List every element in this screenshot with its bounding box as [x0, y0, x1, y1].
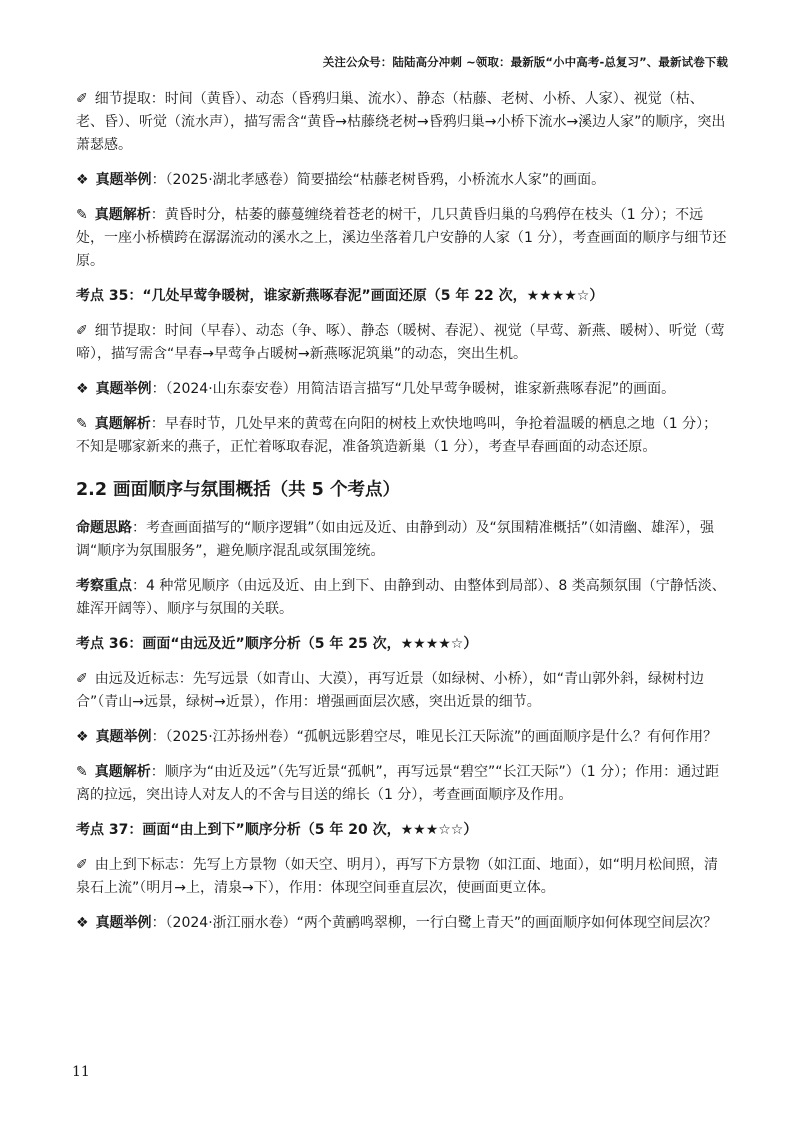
section-heading: 2.2 画面顺序与氛围概括（共 5 个考点） — [76, 480, 400, 500]
paragraph-example_34 — [76, 169, 728, 192]
paragraph-label: 真题解析 — [94, 207, 151, 223]
paragraph-text: ：考查画面描写的“顺序逻辑”（如由远及近、由静到动）及“氛围精准概括”（如清幽、雄浑），强调“顺序为氛围服务”，避免顺序混乱或氛围笼统。 — [76, 520, 715, 559]
paragraph-idea — [76, 517, 728, 563]
pencil-icon: ✐ — [76, 323, 88, 339]
kaodian-heading: 考点 36：画面“由远及近”顺序分析（5 年 25 次，★★★★☆） — [76, 636, 478, 652]
paragraph-text: 由上到下标志：先写上方景物（如天空、明月），再写下方景物（如江面、地面），如“明月松间照，清泉石上流”（明月→上，清泉→下），作用：体现空间垂直层次，使画面更立体。 — [76, 857, 718, 896]
paragraph-text: ：（2024·山东泰安卷）用简洁语言描写“几处早莺争暖树，谁家新燕啄春泥”的画面。 — [151, 381, 676, 397]
pen-icon: ✎ — [76, 207, 88, 223]
diamond-bullet-icon: ❖ — [76, 172, 89, 188]
paragraph-label: 命题思路 — [76, 520, 132, 536]
pencil-icon: ✐ — [76, 671, 88, 687]
paragraph-text: 由远及近标志：先写远景（如青山、大漠），再写近景（如绿树、小桥），如“青山郭外斜，绿树村边合”（青山→远景，绿树→近景），作用：增强画面层次感，突出近景的细节。 — [76, 671, 704, 710]
paragraph-label: 真题举例 — [95, 915, 152, 931]
paragraph-text: ：早春时节，几处早来的黄莺在向阳的树枝上欢快地鸣叫，争抢着温暖的栖息之地（1 分）；不知是哪家新来的燕子，正忙着啄取春泥，准备筑造新巢（1 分），考查早春画面的动态还原。 — [76, 416, 718, 455]
diamond-bullet-icon: ❖ — [76, 729, 89, 745]
paragraph-detail_36 — [76, 668, 728, 714]
paragraph-text: 细节提取：时间（黄昏）、动态（昏鸦归巢、流水）、静态（枯藤、老树、小桥、人家）、视觉（枯、老、昏）、听觉（流水声），描写需含“黄昏→枯藤绕老树→昏鸦归巢→小桥下流水→溪边人家”的顺序，突出萧瑟感。 — [76, 91, 726, 153]
paragraph-example_35 — [76, 378, 728, 401]
paragraph-example_36 — [76, 726, 728, 749]
page-number: 11 — [72, 1064, 90, 1080]
paragraph-text: ：（2025·江苏扬州卷）“孤帆远影碧空尽，唯见长江天际流”的画面顺序是什么？有何作用？ — [151, 729, 718, 745]
paragraph-detail_35 — [76, 320, 728, 366]
page-content — [76, 88, 728, 947]
paragraph-text: ：（2024·浙江丽水卷）“两个黄鹂鸣翠柳，一行白鹭上青天”的画面顺序如何体现空间层次？ — [151, 915, 718, 931]
kaodian-heading: 考点 35：“几处早莺争暖树，谁家新燕啄春泥”画面还原（5 年 22 次，★★★★☆） — [76, 288, 604, 304]
paragraph-text: ：顺序为“由近及远”（先写近景“孤帆”，再写远景“碧空”“长江天际”）（1 分）；作用：通过距离的拉远，突出诗人对友人的不舍与目送的绵长（1 分），考查画面顺序及作用。 — [76, 764, 720, 803]
pen-icon: ✎ — [76, 416, 88, 432]
page-header: 关注公众号：陆陆高分冲刺 ~领取：最新版“小中高考-总复习”、最新试卷下载 — [322, 55, 728, 69]
paragraph-label: 真题举例 — [95, 729, 152, 745]
paragraph-analysis_36 — [76, 761, 728, 807]
paragraph-label: 真题举例 — [95, 381, 152, 397]
paragraph-text: ：4 种常见顺序（由远及近、由上到下、由静到动、由整体到局部）、8 类高频氛围（宁静恬淡、雄浑开阔等）、顺序与氛围的关联。 — [76, 578, 726, 617]
paragraph-text: ：（2025·湖北孝感卷）简要描绘“枯藤老树昏鸦，小桥流水人家”的画面。 — [151, 172, 606, 188]
paragraph-label: 真题举例 — [95, 172, 152, 188]
paragraph-label: 考察重点 — [76, 578, 132, 594]
paragraph-analysis_35 — [76, 413, 728, 459]
pencil-icon: ✐ — [76, 91, 88, 107]
paragraph-example_37 — [76, 912, 728, 935]
diamond-bullet-icon: ❖ — [76, 915, 89, 931]
paragraph-text: ：黄昏时分，枯萎的藤蔓缠绕着苍老的树干，几只黄昏归巢的乌鸦停在枝头（1 分）；不远处，一座小桥横跨在潺潺流动的溪水之上，溪边坐落着几户安静的人家（1 分），考查画面的顺序与细节还原。 — [76, 207, 727, 269]
kaodian-heading: 考点 37：画面“由上到下”顺序分析（5 年 20 次，★★★☆☆） — [76, 822, 478, 838]
paragraph-detail_34 — [76, 88, 728, 157]
paragraph-text: 细节提取：时间（早春）、动态（争、啄）、静态（暖树、春泥）、视觉（早莺、新燕、暖树）、听觉（莺啼），描写需含“早春→早莺争占暖树→新燕啄泥筑巢”的动态，突出生机。 — [76, 323, 725, 362]
paragraph-analysis_34 — [76, 204, 728, 273]
pen-icon: ✎ — [76, 764, 88, 780]
pencil-icon: ✐ — [76, 857, 88, 873]
diamond-bullet-icon: ❖ — [76, 381, 89, 397]
paragraph-detail_37 — [76, 854, 728, 900]
paragraph-focus — [76, 575, 728, 621]
paragraph-label: 真题解析 — [94, 416, 151, 432]
paragraph-label: 真题解析 — [94, 764, 151, 780]
